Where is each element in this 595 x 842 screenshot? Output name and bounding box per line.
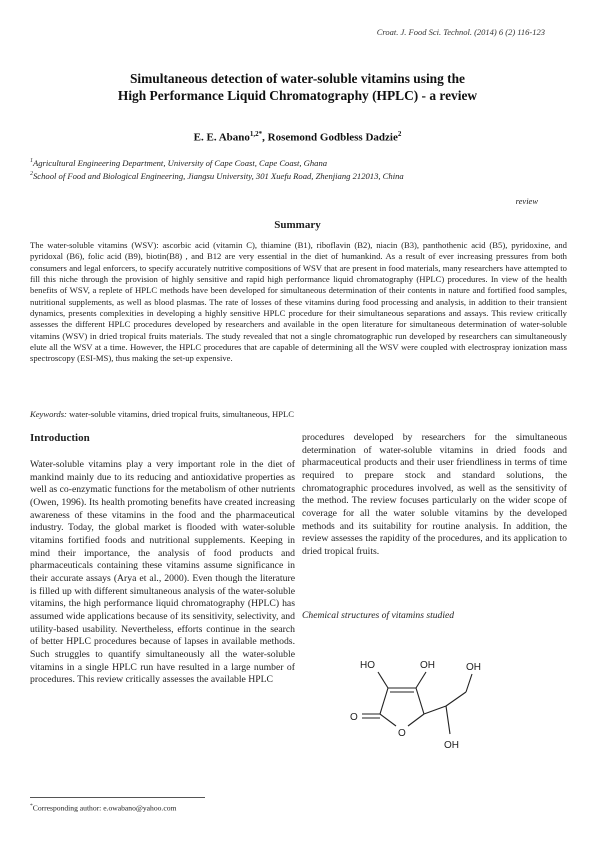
introduction-left-column: Water-soluble vitamins play a very important role in the diet of mankind mainly due to its reducing and antioxidative properties as well as co-enzymatic functions for the metabolism of other nutrients (Owen, 1996). Its health promoting benefits have created increasing awareness of these vitamins in the food and the pharmaceutical industry. Today, the global market is flooded with water-soluble vitamins fortified foods and nutritional supplements. Keeping in mind their importance, the analysis of food products and pharmaceuticals containing these vitamins assume significance in their accurate assays (Arya et al., 2000). Even though the literature is filled up with different simultaneous analysis of the water-soluble vitamins, the high performance liquid chromatography (HPLC) has assumed wide applications because of its sensitivity, selectivity, and utility-based usability. Nevertheless, efforts continue in the search of better HPLC procedures because of lapses in available methods. Such struggles to quantify simultaneously all the water-soluble vitamins in a single HPLC run have resulted in a large number of procedures. This review critically assesses the available HPLC: [30, 459, 295, 686]
bond-c5-c6: [446, 692, 466, 706]
label-oh-bottom: OH: [444, 740, 459, 751]
label-o-carbonyl: O: [350, 712, 358, 723]
title-line-1: Simultaneous detection of water-soluble vitamins using the: [129, 71, 466, 86]
bond-c2-oh: [416, 672, 426, 688]
bond-c1-c5: [424, 706, 446, 714]
running-head: Croat. J. Food Sci. Technol. (2014) 6 (2) 116-123: [376, 27, 545, 37]
affiliation-2-text: School of Food and Biological Engineering, Jiangsu University, 301 Xuefu Road, Zhenjiang 212013, China: [33, 170, 404, 181]
bond-c2-c1: [416, 688, 424, 714]
introduction-heading: Introduction: [30, 432, 90, 444]
affiliation-1-num: 1: [30, 158, 33, 164]
affiliation-2: [30, 168, 404, 182]
bond-c3-oh: [378, 672, 388, 688]
label-oh-right: OH: [466, 662, 481, 673]
introduction-right-column: procedures developed by researchers for the simultaneous determination of water-soluble vitamins in dried foods and pharmaceutical products and their user friendliness in terms of time required to prepare stock and standard solutions, the chromatographic procedures involved, as well as the sensitivity of the method. The review focuses particularly on the wider scope of coverage for all the water soluble vitamins by the developed methods and its suitability for routine analysis. In addition, the review assesses the rapidity of the procedures, and its application to dried tropical fruits.: [302, 432, 567, 557]
keywords-label: Keywords:: [30, 409, 67, 419]
chemical-structures-caption: Chemical structures of vitamins studied: [302, 610, 455, 621]
footnote-rule: [30, 797, 205, 798]
summary-heading: Summary: [274, 219, 321, 231]
affiliation-1: [30, 155, 327, 169]
bond-c5-oh: [446, 706, 450, 734]
label-oh-top: OH: [420, 660, 435, 671]
bond-o-c1: [408, 714, 424, 726]
ascorbic-acid-structure: [348, 640, 498, 780]
corresponding-author-footnote: [30, 803, 176, 813]
abstract-text: The water-soluble vitamins (WSV): ascorbic acid (vitamin C), thiamine (B1), riboflavin (B2), niacin (B3), panthothenic acid (B5), pyridoxine, and pyridoxal (B6), folic acid (B9), biotin(B8) , and B12 are very essential in the diet of humankind. As a result of ever increasing pressures from both consumers and legal enforcers, to specify accurately nutritive compositions of WSV that are present in food materials, many researchers have attempted to fill this niche through the provision of highly sensitive and rapid high performance liquid chromatography (HPLC) procedures. In view of the health benefits of WSV, a replete of HPLC methods have been developed for simultaneous determination of their contents in nature and fortified food samples, nutritional supplements, as well as blood plasmas. The rate of losses of these vitamins during food processing and analysis, in addition to their transient dynamics, presents complexities in developing a highly sensitive HPLC procedure for their simultaneous separations and assays. This review critically assesses the different HPLC procedures developed by researchers and available in the open literature for simultaneous determination of water-soluble vitamins (WSV) in dried tropical fruits materials. The study revealed that not a single chromatographic run developed by researchers can simultaneously elute all the WSV at a time. However, the HPLC procedures that are capable of determining all the WSV were coupled with electrospray ionization mass spectroscopy (ESI-MS), thus making the set-up expensive.: [30, 240, 567, 364]
author-1-affil-mark: 1,2*: [249, 130, 263, 138]
paper-title: [0, 70, 595, 104]
author-list: [0, 130, 595, 144]
label-o-ring: O: [398, 728, 406, 739]
footnote-text: Corresponding author: e.owabano@yahoo.com: [32, 803, 177, 813]
author-2: Rosemond Godbless Dadzie: [267, 131, 398, 144]
keywords-text: water-soluble vitamins, dried tropical fruits, simultaneous, HPLC: [66, 409, 294, 419]
affiliation-1-text: Agricultural Engineering Department, University of Cape Coast, Cape Coast, Ghana: [33, 157, 328, 168]
keywords: [30, 409, 294, 419]
bond-c4-o: [380, 714, 396, 726]
author-2-affil-mark: 2: [397, 130, 402, 138]
bond-c3-c4: [380, 688, 388, 714]
document-type: review: [515, 196, 538, 206]
structure-bonds: [362, 672, 472, 734]
footnote-mark: *: [30, 803, 33, 809]
affiliation-2-num: 2: [30, 171, 33, 177]
label-ho: HO: [360, 660, 375, 671]
author-separator: ,: [262, 131, 268, 144]
bond-c6-oh: [466, 674, 472, 692]
title-line-2: High Performance Liquid Chromatography (HPLC) - a review: [117, 88, 478, 103]
author-1: E. E. Abano: [193, 131, 250, 144]
